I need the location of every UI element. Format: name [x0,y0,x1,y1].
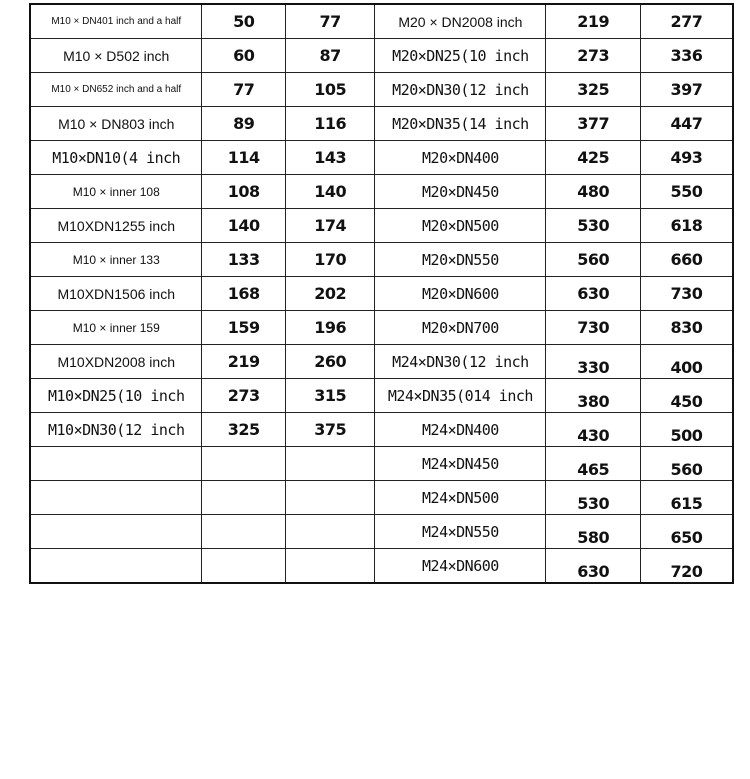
left-spec-cell: M10XDN1506 inch [30,277,202,311]
left-spec-cell: M10×DN10(4 inch [30,141,202,175]
table-row [30,515,733,549]
left-value-a-cell [202,515,285,549]
left-value-a-cell [202,549,285,584]
right-spec-cell: M24×DN500 [375,481,546,515]
bolt-spec-table [29,3,734,584]
right-value-b-cell: 650 [640,515,733,549]
right-value-a-cell: 273 [546,39,641,73]
table-row [30,4,733,39]
right-value-b-cell: 618 [640,209,733,243]
left-value-b-cell [285,447,375,481]
right-spec-cell: M24×DN550 [375,515,546,549]
right-value-a-cell: 530 [546,481,641,515]
right-value-b-cell: 493 [640,141,733,175]
right-spec-cell: M24×DN30(12 inch [375,345,546,379]
left-value-a-cell: 325 [202,413,285,447]
left-value-a-cell: 60 [202,39,285,73]
table-row [30,175,733,209]
right-value-a-cell: 530 [546,209,641,243]
left-spec-cell [30,549,202,584]
right-value-a-cell: 425 [546,141,641,175]
left-value-a-cell: 159 [202,311,285,345]
right-spec-cell: M20×DN35(14 inch [375,107,546,141]
right-spec-cell: M24×DN600 [375,549,546,584]
left-spec-cell [30,481,202,515]
right-spec-cell: M20×DN500 [375,209,546,243]
right-value-a-cell: 219 [546,4,641,39]
right-value-b-cell: 660 [640,243,733,277]
left-spec-cell [30,515,202,549]
right-value-a-cell: 580 [546,515,641,549]
table-row [30,141,733,175]
left-value-b-cell: 143 [285,141,375,175]
left-value-b-cell: 116 [285,107,375,141]
left-value-a-cell: 108 [202,175,285,209]
left-value-b-cell: 375 [285,413,375,447]
right-value-a-cell: 465 [546,447,641,481]
left-spec-cell: M10 × DN401 inch and a half [30,4,202,39]
right-spec-cell: M20×DN550 [375,243,546,277]
left-spec-cell [30,447,202,481]
right-spec-cell: M20×DN700 [375,311,546,345]
table-row [30,549,733,584]
right-spec-cell: M20×DN30(12 inch [375,73,546,107]
right-value-b-cell: 397 [640,73,733,107]
table-row [30,39,733,73]
right-spec-cell: M20×DN25(10 inch [375,39,546,73]
left-value-a-cell: 77 [202,73,285,107]
left-value-b-cell: 77 [285,4,375,39]
right-value-b-cell: 720 [640,549,733,584]
right-spec-cell: M24×DN450 [375,447,546,481]
left-spec-cell: M10 × DN803 inch [30,107,202,141]
table-row [30,379,733,413]
left-value-b-cell [285,481,375,515]
right-spec-cell: M20 × DN2008 inch [375,4,546,39]
right-value-b-cell: 336 [640,39,733,73]
left-value-a-cell: 89 [202,107,285,141]
left-value-a-cell [202,481,285,515]
left-value-b-cell: 87 [285,39,375,73]
left-spec-cell: M10XDN1255 inch [30,209,202,243]
left-spec-cell: M10×DN25(10 inch [30,379,202,413]
table-row [30,209,733,243]
left-spec-cell: M10×DN30(12 inch [30,413,202,447]
right-value-a-cell: 380 [546,379,641,413]
table-row [30,311,733,345]
right-value-a-cell: 325 [546,73,641,107]
table-row [30,345,733,379]
table-row [30,107,733,141]
right-value-a-cell: 630 [546,549,641,584]
left-spec-cell: M10 × D502 inch [30,39,202,73]
left-value-a-cell [202,447,285,481]
left-value-a-cell: 114 [202,141,285,175]
table-row [30,277,733,311]
left-value-b-cell: 202 [285,277,375,311]
left-value-a-cell: 140 [202,209,285,243]
right-value-b-cell: 615 [640,481,733,515]
right-spec-cell: M20×DN600 [375,277,546,311]
right-spec-cell: M24×DN400 [375,413,546,447]
right-value-a-cell: 630 [546,277,641,311]
left-spec-cell: M10 × DN652 inch and a half [30,73,202,107]
left-value-a-cell: 273 [202,379,285,413]
right-value-b-cell: 830 [640,311,733,345]
right-value-a-cell: 430 [546,413,641,447]
left-value-b-cell [285,549,375,584]
left-value-b-cell: 315 [285,379,375,413]
table-row [30,481,733,515]
right-value-a-cell: 377 [546,107,641,141]
right-value-b-cell: 730 [640,277,733,311]
right-value-b-cell: 400 [640,345,733,379]
left-value-a-cell: 168 [202,277,285,311]
right-spec-cell: M20×DN400 [375,141,546,175]
table-row [30,413,733,447]
right-spec-cell: M20×DN450 [375,175,546,209]
table-row [30,243,733,277]
left-value-a-cell: 50 [202,4,285,39]
right-value-a-cell: 560 [546,243,641,277]
left-spec-cell: M10 × inner 133 [30,243,202,277]
table-row [30,73,733,107]
right-value-b-cell: 550 [640,175,733,209]
left-value-a-cell: 219 [202,345,285,379]
left-value-b-cell: 105 [285,73,375,107]
right-value-b-cell: 447 [640,107,733,141]
right-value-b-cell: 500 [640,413,733,447]
left-spec-cell: M10XDN2008 inch [30,345,202,379]
left-value-b-cell: 170 [285,243,375,277]
right-value-a-cell: 330 [546,345,641,379]
left-value-a-cell: 133 [202,243,285,277]
left-value-b-cell: 140 [285,175,375,209]
left-spec-cell: M10 × inner 159 [30,311,202,345]
table-row [30,447,733,481]
right-value-a-cell: 480 [546,175,641,209]
right-value-b-cell: 277 [640,4,733,39]
left-value-b-cell: 196 [285,311,375,345]
right-value-b-cell: 450 [640,379,733,413]
right-spec-cell: M24×DN35(014 inch [375,379,546,413]
left-value-b-cell: 260 [285,345,375,379]
left-value-b-cell: 174 [285,209,375,243]
left-spec-cell: M10 × inner 108 [30,175,202,209]
left-value-b-cell [285,515,375,549]
right-value-a-cell: 730 [546,311,641,345]
right-value-b-cell: 560 [640,447,733,481]
